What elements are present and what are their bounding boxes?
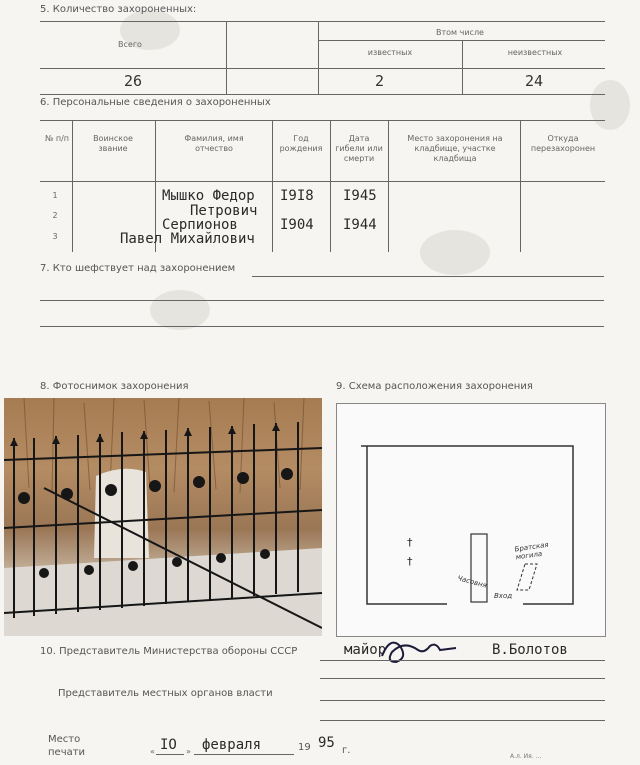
signature-scrawl: [378, 632, 458, 668]
person2-name: Павел Михайлович: [120, 231, 255, 247]
chapel-label: Часовня: [456, 574, 488, 590]
signature: [378, 632, 458, 668]
rule: [72, 120, 73, 252]
col-birth-header: Год рождения: [279, 134, 323, 153]
rule: [462, 40, 463, 94]
quote-mark: »: [186, 747, 191, 756]
section9-title: 9. Схема расположения захоронения: [336, 381, 533, 392]
mass-grave-label: Братская могила: [514, 540, 550, 562]
total-label: Всего: [118, 40, 142, 49]
rule: [40, 21, 605, 22]
col-name-header: Фамилия, имя отчество: [184, 134, 244, 153]
known-label: известных: [367, 48, 413, 57]
rule: [320, 660, 605, 661]
paper-stain: [420, 230, 490, 275]
section6-title: 6. Персональные сведения о захороненных: [40, 97, 271, 108]
person1-surname: Мышко Федор: [162, 188, 255, 204]
section8-title: 8. Фотоснимок захоронения: [40, 381, 189, 392]
known-value: 2: [375, 72, 385, 90]
section7-title: 7. Кто шефствует над захоронением: [40, 263, 236, 274]
footer-code: А.л. Ия. ...: [510, 753, 542, 760]
rule: [40, 300, 604, 301]
rule: [194, 754, 294, 755]
cemetery-wall: [367, 446, 447, 604]
grave-scheme: [336, 403, 606, 637]
unknown-label: неизвестных: [507, 48, 563, 57]
date-day: IO: [160, 737, 177, 753]
mass-grave-shape: [517, 564, 537, 590]
date-year-suffix: 95: [318, 735, 335, 751]
person1-death: I945: [343, 188, 377, 204]
paper-stain: [150, 290, 210, 330]
local-rep-label: Представитель местных органов власти: [58, 688, 273, 699]
rule: [156, 754, 184, 755]
col-place-header: Место захоронения на кладбище, участке кладбища: [407, 134, 503, 163]
representative-name: В.Болотов: [492, 642, 568, 658]
date-year-unit: г.: [342, 745, 351, 756]
rule: [320, 720, 605, 721]
seal-label: Место: [48, 734, 81, 745]
rule: [40, 68, 605, 69]
quote-mark: «: [150, 747, 155, 756]
grave-photo: [4, 398, 322, 636]
grave-photo-image: [4, 398, 322, 636]
rule: [320, 678, 605, 679]
representative-rank: майор: [344, 642, 387, 658]
section10-title: 10. Представитель Министерства обороны СССР: [40, 646, 298, 657]
cross-icon: †: [407, 555, 413, 568]
paper-stain: [590, 80, 630, 130]
row-number: 2: [52, 211, 58, 220]
rule: [252, 276, 604, 277]
row-number: 1: [52, 191, 58, 200]
col-death-header: Дата гибели или смерти: [335, 134, 383, 163]
person2-surname: Серпионов: [162, 217, 238, 233]
rule: [330, 120, 331, 252]
rule: [40, 326, 604, 327]
rule: [318, 21, 319, 94]
rule: [388, 120, 389, 252]
rule: [320, 700, 605, 701]
col-rank-header: Воинское звание: [93, 134, 133, 153]
col-from-header: Откуда перезахоронен: [530, 134, 596, 153]
col-num-header: № п/п: [44, 134, 70, 143]
person1-birth: I9I8: [280, 188, 314, 204]
scheme-drawing: [337, 404, 605, 636]
date-year-prefix: 19: [298, 742, 311, 753]
unknown-value: 24: [525, 72, 544, 90]
row-number: 3: [52, 232, 58, 241]
person2-death: I944: [343, 217, 377, 233]
rule: [226, 21, 227, 94]
seal-label: печати: [48, 747, 86, 758]
cross-icon: †: [407, 536, 413, 549]
rule: [520, 120, 521, 252]
rule: [272, 120, 273, 252]
total-value: 26: [124, 72, 143, 90]
person1-patronymic: Петрович: [190, 203, 258, 219]
date-month: февраля: [202, 737, 262, 753]
rule: [40, 94, 605, 95]
section5-title: 5. Количество захороненных:: [40, 4, 197, 15]
chapel-shape: [471, 534, 487, 602]
in-that-label: Втом числе: [436, 28, 484, 37]
entrance-label: Вход: [494, 592, 513, 600]
person2-birth: I904: [280, 217, 314, 233]
